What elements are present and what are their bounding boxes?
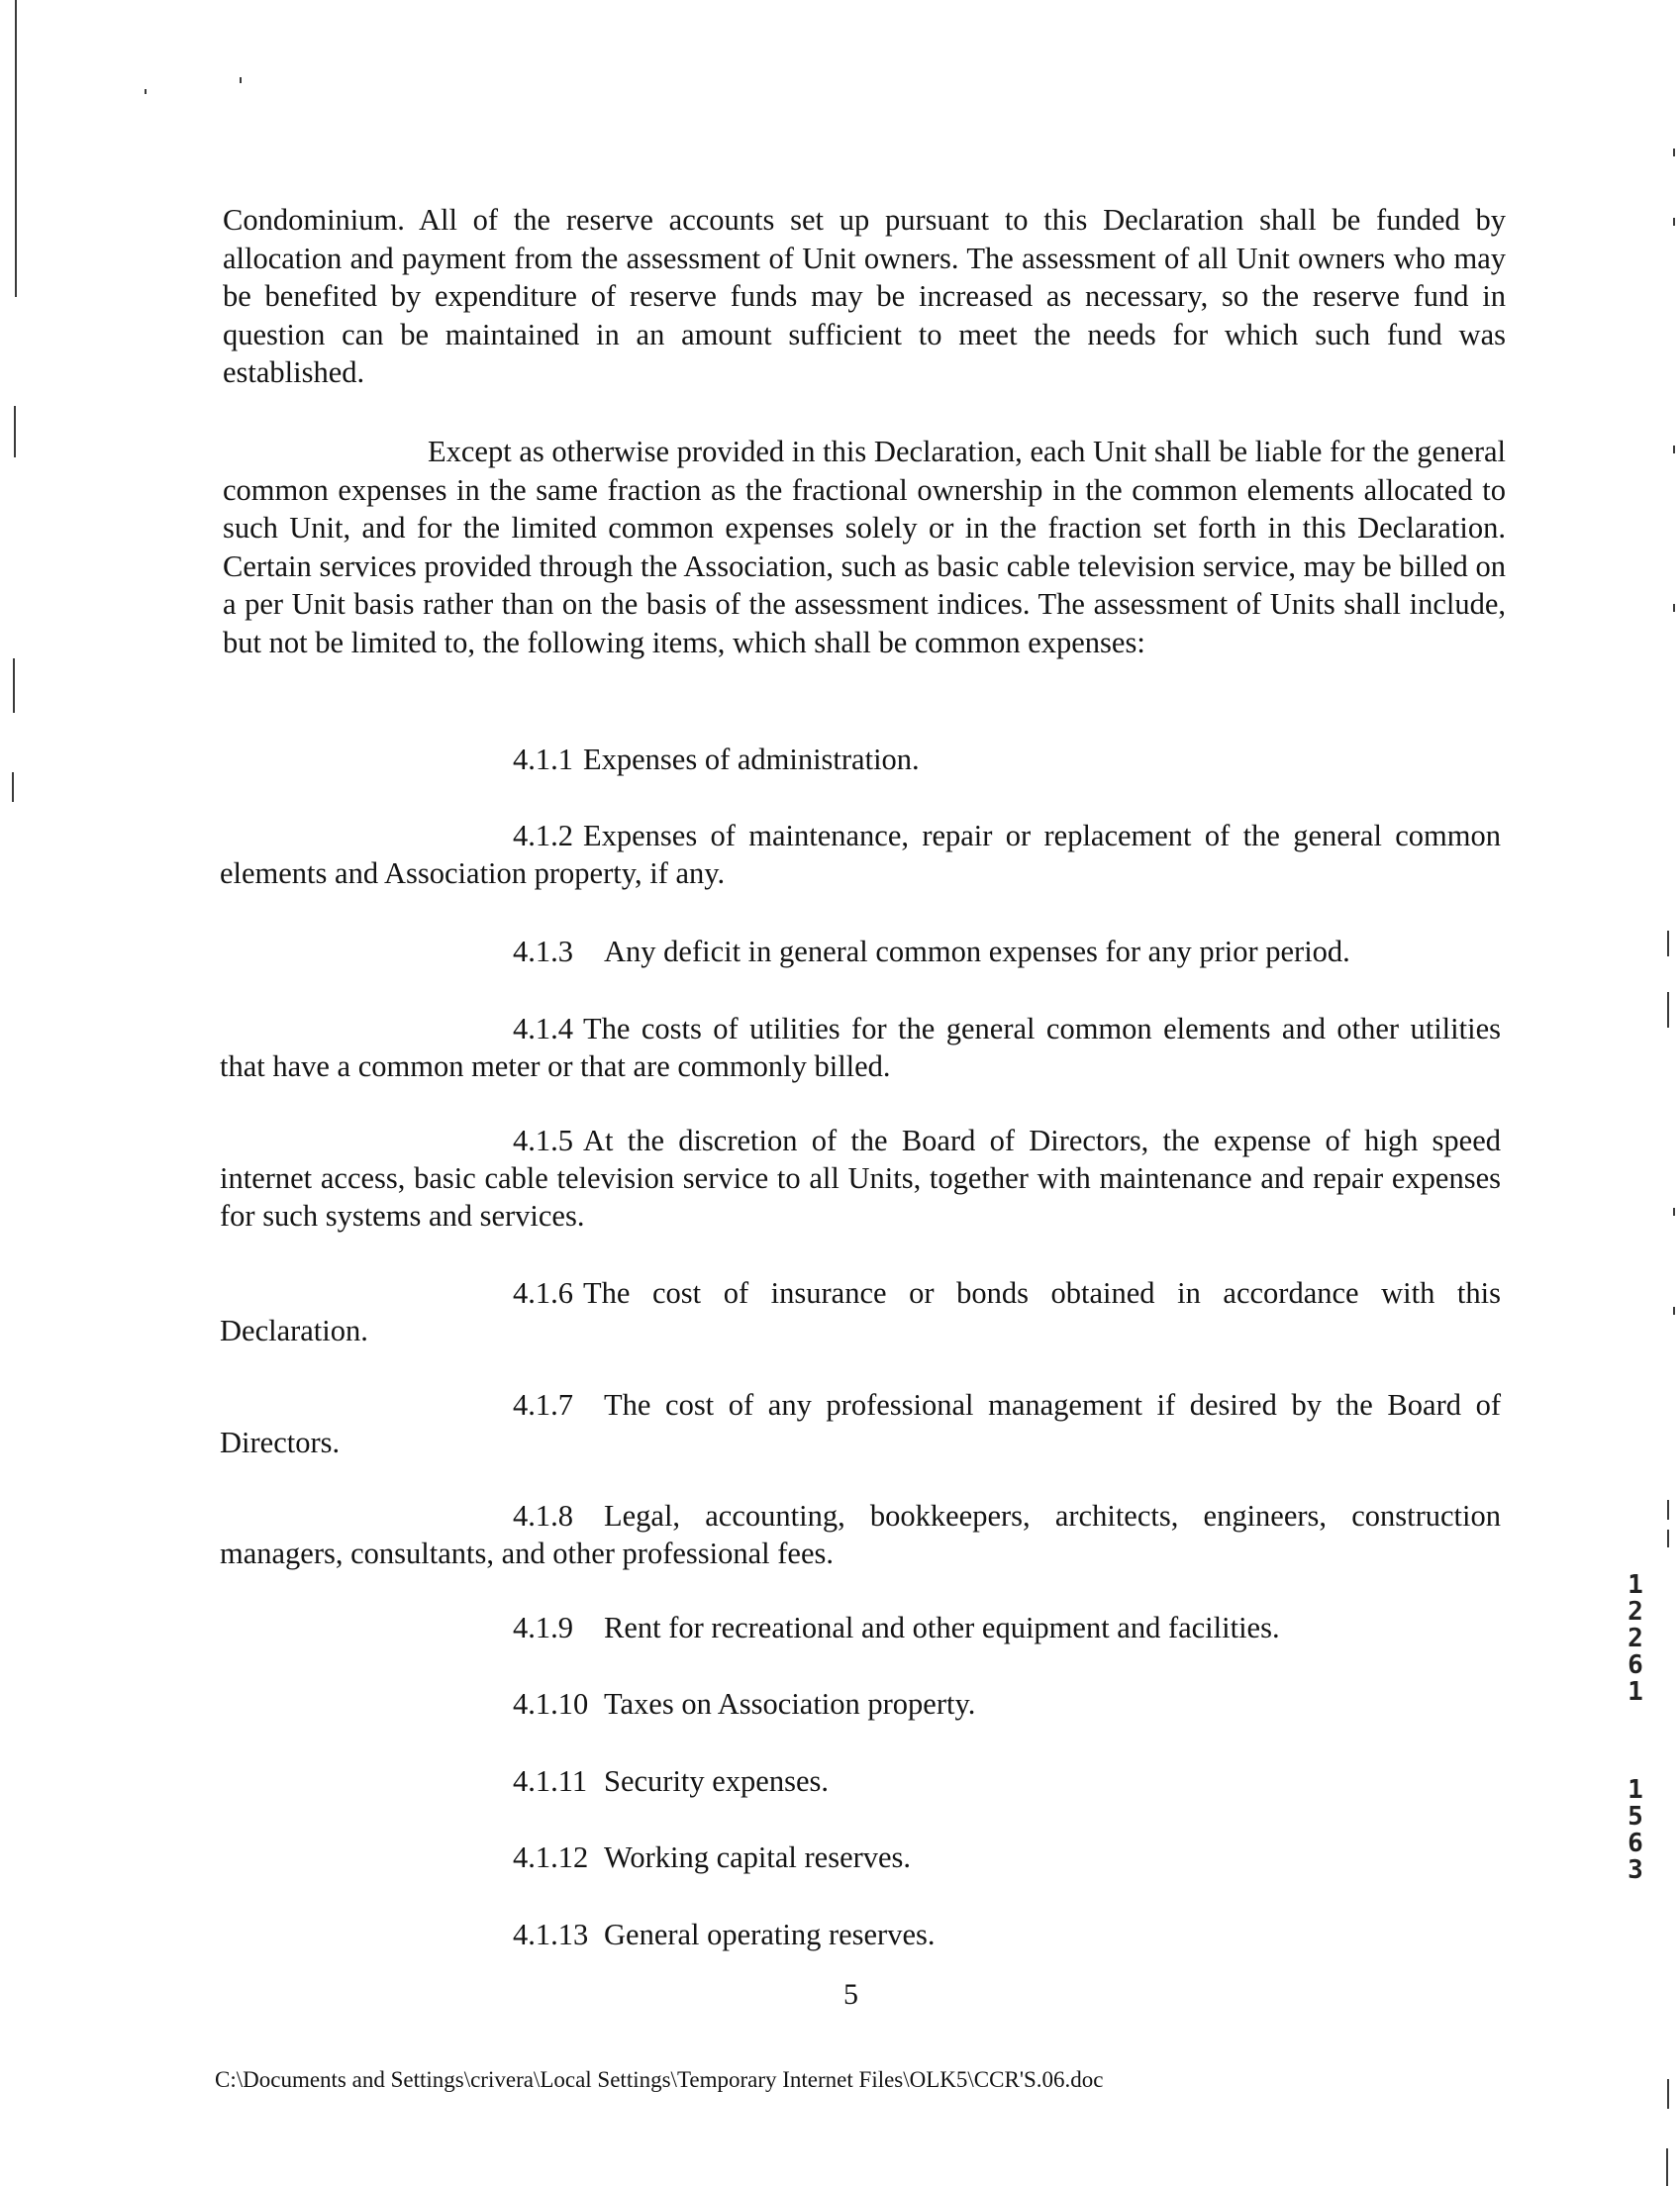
stamp-digit: 1 xyxy=(1628,1775,1643,1805)
list-item-4-1-2: 4.1.2 Expenses of maintenance, repair or replacement of the general common elements and Association property, if any. xyxy=(220,819,1501,890)
list-item-4-1-10: 4.1.10 Taxes on Association property. xyxy=(513,1687,976,1721)
scan-speck xyxy=(1673,218,1675,226)
scan-speck xyxy=(240,77,242,83)
recording-stamp-lower xyxy=(1624,1777,1647,1884)
scan-edge-line xyxy=(1667,992,1669,1028)
scan-edge-line xyxy=(1667,2079,1669,2109)
list-item-4-1-1: 4.1.1 Expenses of administration. xyxy=(513,743,920,776)
scan-speck xyxy=(1673,1307,1675,1315)
list-item-4-1-5: 4.1.5 At the discretion of the Board of Directors, the expense of high speed internet access, basic cable television service to all Units, together with maintenance and repair expenses for such systems and services. xyxy=(220,1124,1501,1233)
stamp-digit: 2 xyxy=(1628,1597,1643,1627)
stamp-digit: 3 xyxy=(1628,1855,1643,1885)
stamp-digit: 6 xyxy=(1628,1829,1643,1858)
list-item-4-1-4: 4.1.4 The costs of utilities for the general common elements and other utilities that have a common meter or that are commonly billed. xyxy=(220,1012,1501,1083)
recording-stamp-upper xyxy=(1624,1572,1647,1706)
scan-edge-line xyxy=(1667,1500,1669,1520)
scan-edge-line xyxy=(12,772,14,802)
scan-edge-line xyxy=(13,658,15,713)
scan-edge-line xyxy=(15,0,17,297)
list-item-4-1-3: 4.1.3 Any deficit in general common expenses for any prior period. xyxy=(513,935,1350,968)
page-number: 5 xyxy=(843,1978,858,2011)
list-item-4-1-13: 4.1.13 General operating reserves. xyxy=(513,1918,936,1951)
stamp-digit: 1 xyxy=(1628,1570,1643,1600)
list-item-4-1-12: 4.1.12 Working capital reserves. xyxy=(513,1840,912,1874)
scan-edge-line xyxy=(1667,1530,1669,1547)
list-item-4-1-11: 4.1.11 Security expenses. xyxy=(513,1764,829,1798)
scan-edge-line xyxy=(14,406,16,457)
scan-speck xyxy=(1673,604,1675,612)
scan-speck xyxy=(1673,1208,1675,1216)
scan-speck xyxy=(1673,446,1675,453)
scan-speck xyxy=(1673,149,1675,156)
footer-file-path: C:\Documents and Settings\crivera\Local Settings\Temporary Internet Files\OLK5\CCR'S.06.doc xyxy=(215,2067,1104,2092)
list-item-4-1-7: 4.1.7 The cost of any professional management if desired by the Board of Directors. xyxy=(220,1388,1501,1459)
stamp-digit: 6 xyxy=(1628,1650,1643,1680)
list-item-4-1-6: 4.1.6 The cost of insurance or bonds obtained in accordance with this Declaration. xyxy=(220,1276,1501,1347)
stamp-digit: 2 xyxy=(1628,1624,1643,1653)
list-item-4-1-8: 4.1.8 Legal, accounting, bookkeepers, architects, engineers, construction managers, consultants, and other professional fees. xyxy=(220,1499,1501,1570)
list-item-4-1-9: 4.1.9 Rent for recreational and other equipment and facilities. xyxy=(513,1611,1280,1644)
scan-speck xyxy=(145,89,147,94)
paragraph-common-expenses: Except as otherwise provided in this Declaration, each Unit shall be liable for the general common expenses in the same fraction as the fractional ownership in the common elements allocated to such Unit, and for the limited common expenses solely or in the fraction set forth in this Declaration. Certain services provided through the Association, such as basic cable television service, may be billed on a per Unit basis rather than on the basis of the assessment indices. The assessment of Units shall include, but not be limited to, the following items, which shall be common expenses: xyxy=(223,435,1506,659)
scan-edge-line xyxy=(1666,2148,1668,2186)
scan-edge-line xyxy=(1667,931,1669,956)
paragraph-reserve-funding: Condominium. All of the reserve accounts set up pursuant to this Declaration shall be funded by allocation and payment from the assessment of Unit owners. The assessment of all Unit owners who may be benefited by expenditure of reserve funds may be increased as necessary, so the reserve fund in question can be maintained in an amount sufficient to meet the needs for which such fund was established. xyxy=(223,203,1506,389)
stamp-digit: 5 xyxy=(1628,1802,1643,1832)
stamp-digit: 1 xyxy=(1628,1677,1643,1707)
